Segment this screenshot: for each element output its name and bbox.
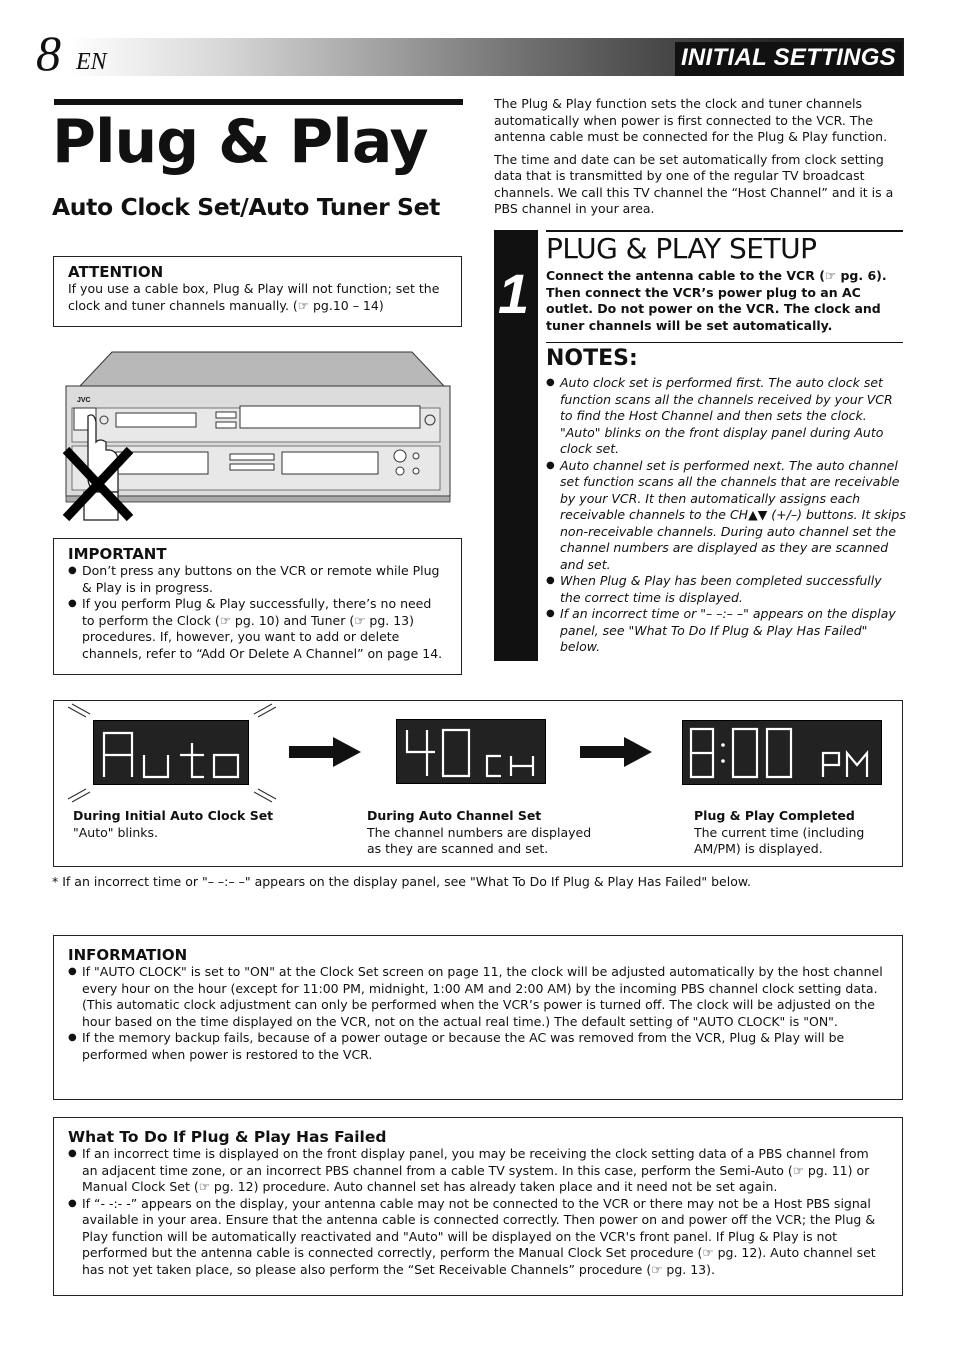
display-channel: [396, 719, 546, 784]
note-item: ● Auto clock set is performed first. The auto clock set function scans all the channels received by your VCR to find the Host Channel and then sets the clock. "Auto" blinks on the front display panel during Auto clock set.: [546, 375, 906, 458]
notes-heading: NOTES:: [546, 346, 638, 371]
attention-heading: ATTENTION: [68, 263, 164, 281]
caption-auto-channel: [367, 808, 607, 858]
information-item: ● If the memory backup fails, because of a power outage or because the AC was removed from the VCR, Plug & Play will be performed when power is restored to the VCR.: [68, 1030, 888, 1063]
note-item: ● When Plug & Play has been completed successfully the correct time is displayed.: [546, 573, 906, 606]
page-number: 8: [36, 25, 61, 81]
important-item: ● Don’t press any buttons on the VCR or remote while Plug & Play is in progress.: [68, 563, 447, 596]
display-auto: [93, 720, 249, 785]
information-heading: INFORMATION: [68, 946, 188, 964]
language-code: EN: [76, 49, 107, 75]
step-text: Connect the antenna cable to the VCR (☞ pg. 6). Then connect the VCR’s power plug to an AC outlet. Do not power on the VCR. The clock and tuner channels will be set automatically.: [546, 268, 887, 333]
intro-paragraph: The Plug & Play function sets the clock and tuner channels automatically when power is first connected to the VCR. The antenna cable must be connected for the Plug & Play function.: [494, 96, 888, 144]
step-number: 1: [498, 262, 530, 325]
note-item: ● Auto channel set is performed next. The auto channel set function scans all the channels that are receivable by your VCR. It then automatically assigns each receivable channels to the CH▲▼ (+/–) buttons. It skips non-receivable channels. During auto channel set the channel numbers are displayed as they are scanned and set.: [546, 458, 906, 574]
display-time: [682, 720, 882, 785]
brand-logo: JVC: [77, 397, 91, 404]
failed-box: [53, 1117, 903, 1296]
attention-text: If you use a cable box, Plug & Play will not function; set the clock and tuner channels manually. (☞ pg.10 – 14): [68, 281, 440, 313]
failed-heading: What To Do If Plug & Play Has Failed: [68, 1128, 387, 1146]
note-item: ● If an incorrect time or "– –:– –" appears on the display panel, see "What To Do If Plug & Play Has Failed" below.: [546, 606, 906, 656]
page-title: Plug & Play: [52, 107, 428, 177]
failed-item: ● If “- -:- -” appears on the display, your antenna cable may not be connected to the VCR or there may not be a Host PBS signal available in your area. Ensure that the antenna cable is connected correctly. Then power on and power off the VCR; the Plug & Play function will be automatically reactivated and "Auto" will be displayed on the VCR's front panel. If Plug & Play is not performed but the antenna cable is connected correctly, perform the Manual Clock Set procedure (☞ pg. 12). Auto channel set has not yet taken place, so please also perform the “Set Receivable Channels” procedure (☞ pg. 13).: [68, 1196, 888, 1279]
step-title: PLUG & PLAY SETUP: [546, 232, 817, 265]
important-item: ● If you perform Plug & Play successfully, there’s no need to perform the Clock (☞ pg. 10) and Tuner (☞ pg. 13) procedures. If, however, you want to add or delete channels, refer to “Add Or Delete A Channel” on page 14.: [68, 596, 447, 662]
notes-list: [546, 375, 906, 656]
caption-title: Plug & Play Completed: [694, 808, 855, 823]
caption-auto-clock: [73, 808, 333, 841]
vcr-illustration: [60, 350, 452, 522]
caption-text: The channel numbers are displayed as they are scanned and set.: [367, 824, 592, 856]
failed-item: ● If an incorrect time is displayed on the front display panel, you may be receiving the clock setting data of a PBS channel from an adjacent time zone, or an incorrect PBS channel from a cable TV system. In this case, perform the Semi-Auto (☞ pg. 11) or Manual Clock Set (☞ pg. 12) procedure. Auto channel set has already taken place and it need not be set again.: [68, 1146, 888, 1196]
section-title: INITIAL SETTINGS: [675, 42, 902, 76]
information-item: ● If "AUTO CLOCK" is set to "ON" at the Clock Set screen on page 11, the clock will be adjusted automatically by the host channel every hour on the hour (except for 11:00 PM, midnight, 1:00 AM and 2:00 AM) by the incoming PBS channel clock setting data. (This automatic clock adjustment can only be performed when the VCR’s power is turned off. The clock will be adjusted on the hour based on the time displayed on the VCR, not on the actual real time.) The default setting of "AUTO CLOCK" is "ON".: [68, 964, 888, 1030]
attention-box: [53, 256, 462, 327]
caption-text: The current time (including AM/PM) is displayed.: [694, 824, 865, 856]
caption-completed: [694, 808, 894, 858]
information-box: [53, 935, 903, 1100]
caption-text: "Auto" blinks.: [73, 824, 159, 840]
page-subtitle: Auto Clock Set/Auto Tuner Set: [52, 193, 440, 221]
arrow-right-icon: [289, 737, 361, 767]
footnote: * If an incorrect time or "– –:– –" appears on the display panel, see "What To Do If Plug & Play Has Failed" below.: [52, 874, 751, 889]
notes-rule: [546, 342, 903, 343]
intro-text: [494, 96, 906, 224]
intro-paragraph: The time and date can be set automatically from clock setting data that is transmitted by one of the regular TV broadcast channels. We call this TV channel the “Host Channel” and it is a PBS channel in your area.: [494, 151, 894, 216]
display-sequence: [53, 700, 903, 867]
important-box: [53, 538, 462, 675]
arrow-right-icon: [580, 737, 652, 767]
important-heading: IMPORTANT: [68, 545, 167, 563]
title-rule: [54, 99, 463, 105]
caption-title: During Initial Auto Clock Set: [73, 808, 274, 823]
caption-title: During Auto Channel Set: [367, 808, 542, 823]
